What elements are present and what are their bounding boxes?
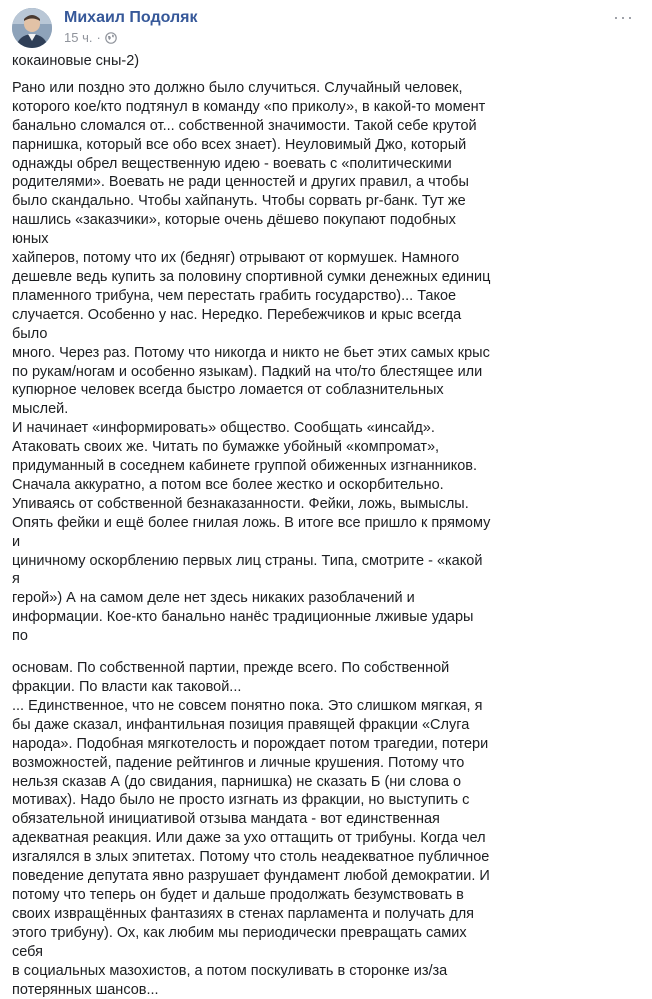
post-text xyxy=(12,52,492,999)
post-header xyxy=(12,8,640,48)
avatar[interactable] xyxy=(12,8,52,48)
post-paragraph: основам. По собственной партии, прежде всего. По собственной фракции. По власти как таковой... ... Единственное, что не совсем понятно пока. Это слишком мягкая, я бы даже сказал, инфантильная позиция правящей фракции «Слуга народа». Подобная мягкотелость и порождает потом трагедии, потери возможностей, падение рейтингов и личные крушения. Потому что нельзя сказав А (до свидания, парнишка) не сказать Б (ни слова о мотивах). Надо было не просто изгнать из фракции, но выступить с обязательной инициативой отзыва мандата - вот единственная адекватная реакция. Или даже за ухо оттащить от трибуны. Когда чел изгалялся в злых эпитетах. Потому что столь неадекватное публичное поведение депутата явно разрушает фундамент любой демократии. И потому что теперь он будет и дальше продолжать безумствовать в своих извращённых фантазиях в стенах парламента и получать для этого трибуну). Ох, как любим мы периодически превращать самих себя в социальных мазохистов, а потом поскуливать в сторонке из/за потерянных шансов... xyxy=(12,660,490,998)
more-options-icon[interactable]: ··· xyxy=(613,7,634,27)
profile-photo-icon xyxy=(12,8,52,48)
timestamp-link[interactable]: 15 ч. xyxy=(64,30,93,45)
author-name-link[interactable]: Михаил Подоляк xyxy=(64,9,198,26)
globe-icon xyxy=(105,32,117,47)
post-paragraph: Рано или поздно это должно было случиться. Случайный человек, которого кое/кто подтянул в команду «по приколу», в какой-то момент банально сломался от... собственной значимости. Такой себе крутой парнишка, который все обо всех знает). Неуловимый Джо, который однажды обрел вещественную идею - воевать с «политическими родителями». Воевать не ради ценностей и других правил, а чтобы было скандально. Чтобы хайпануть. Чтобы сорвать pr-банк. Тут же нашлись «заказчики», которые очень дёшево покупают подобных юных хайперов, потому что их (бедняг) отрывают от кормушек. Намного дешевле ведь купить за половину спортивной сумки денежных единиц пламенного трибуна, чем перестать грабить государство)... Такое случается. Особенно у нас. Нередко. Перебежчиков и крыс всегда было много. Через раз. Потому что никогда и никто не бьет этих самых крыс по рукам/ногам и особенно языкам). Падкий на что/то блестящее или купюрное человек всегда быстро ломается от соблазнительных мыслей. И начинает «информировать» общество. Сообщать «инсайд». Атаковать своих же. Читать по бумажке убойный «компромат», придуманный в соседнем кабинете группой обиженных изгнанников. Сначала аккуратно, а потом все более жестко и оскорбительно. Упиваясь от собственной безнаказанности. Фейки, ложь, вымыслы. Опять фейки и ещё более гнилая ложь. В итоге все пришло к прямому и циничному оскорблению первых лиц страны. Типа, смотрите - «какой я герой») А на самом деле нет здесь никаких разоблачений и информации. Кое-кто банально нанёс традиционные лживые удары по xyxy=(12,79,491,645)
post-paragraph: кокаиновые сны-2) xyxy=(12,53,140,69)
meta-separator: · xyxy=(96,30,101,45)
post-meta xyxy=(64,30,117,47)
